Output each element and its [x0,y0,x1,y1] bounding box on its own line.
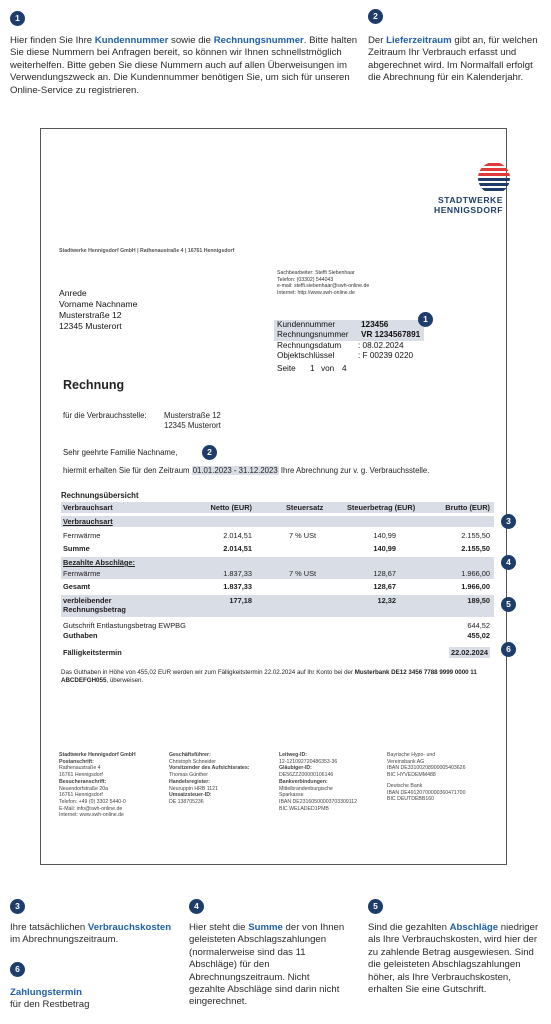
footer-text: Sparkasse [279,792,304,799]
cell: 2.014,51 [223,544,252,553]
cell: 2.014,51 [223,531,252,540]
footer-text: E-Mail: info@swh-online.de [59,805,123,812]
cell: 7 % USt [289,569,317,578]
cell: Fernwärme [63,531,101,540]
invoice-date-value: : 08.02.2024 [358,340,404,350]
header-tax-rate: Steuersatz [286,503,324,512]
note-text: Ihre tatsächlichen [10,922,88,933]
note-text: Sind die gezahlten [368,922,450,933]
credit-transfer-text [61,669,486,685]
credit-bank: Musterbank DE12 3456 7788 9999 0000 11 ABCDEFGH055 [61,669,477,684]
callout-badge-4-doc: 4 [501,555,516,570]
cell: 2.155,50 [461,544,490,553]
invoice-number-row [274,330,424,340]
due-date-value: 22.02.2024 [451,648,488,657]
table-row-gesamt [61,581,494,592]
footer-col-banks-2 [387,752,497,803]
section-consumption [61,516,494,527]
header-net: Netto (EUR) [210,503,252,512]
cell: 7 % USt [289,531,317,540]
footer-company: Stadtwerke Hennigsdorf GmbH [59,752,136,758]
object-key-value: : F 00239 0220 [358,351,414,361]
footer-label: Geschäftsführer: [169,752,211,758]
logo-stripes-icon [471,161,517,195]
cell: 1.966,00 [461,582,490,591]
table-row-due-date [61,647,494,658]
footer-text: Christoph Schneider [169,758,217,765]
callout-badge-5-doc: 5 [501,597,516,612]
table-row-fernwaerme-2 [61,568,494,579]
cell: Fernwärme [63,569,101,578]
note-payments-sum [189,922,347,1009]
footer-text: Mittelbrandenburgische [279,785,333,792]
note-text: im Abrechnungszeitraum. [10,934,119,946]
company-logo [393,161,503,217]
consumption-point-address [164,411,221,431]
cell: 1.837,33 [223,582,252,591]
period-post: Ihre Abrechnung zur v. g. Verbrauchsstelle. [280,466,430,475]
header-tax-amount: Steuerbetrag (EUR) [347,503,416,512]
note-text: Hier steht die [189,922,249,933]
footer-text: DE 138705236 [169,798,204,805]
period-sentence [63,466,429,475]
header-gross: Brutto (EUR) [445,503,490,512]
table-row-guthaben [61,630,494,641]
page-row [274,364,424,376]
note-payment-date [10,987,175,1012]
cell: Fälligkeitstermin [63,648,122,657]
keyword-kundennummer: Kundennummer [94,35,169,46]
callout-badge-2-doc: 2 [202,445,217,460]
footer-text: 16761 Hennigsdorf [59,792,103,799]
footer-text: IBAN DE23160500003703309112 [279,798,358,805]
remaining-tax: 12,32 [377,596,396,605]
logo-line-2: HENNIGSDORF [433,205,503,215]
customer-number-value: 123456 [361,320,389,329]
table-row-summe [61,543,494,554]
section-consumption-label: Verbrauchsart [63,517,113,526]
page-label: Seite [277,363,296,373]
note-text: Der [368,35,387,46]
customer-number-label: Kundennummer [277,320,336,329]
callout-badge-3-doc: 3 [501,514,516,529]
table-row-fernwaerme-1 [61,530,494,541]
sender-line: Stadtwerke Hennigsdorf GmbH | Rathenaustraße 4 | 16761 Hennigsdorf [59,248,235,254]
invoice-date-row [274,341,424,351]
footer-text: 16761 Hennigsdorf [59,772,103,779]
note-text: . Bitte halten Sie diese Nummern bei Anfragen bereit, so können wir Ihnen schnellstmöglich weiterhelfen. Bitte geben Sie diese Nummern auch auf allen Überweisungen im Verwendungszweck an. Die Kundennummer benötigen Sie, um sich für unseren Online-Service zu registrieren. [10,35,358,96]
note-installments [368,922,546,996]
keyword-zahlungstermin: Zahlungstermin [10,987,82,998]
section-payments-label: Bezahlte Abschläge: [63,558,136,567]
footer-text: DE56ZZZ00000106146 [279,772,334,779]
recipient-address [59,288,137,332]
footer-label: Vorsitzender des Aufsichtsrates: [169,765,250,772]
footer-text: Neuruppin HRB 1121 [169,785,218,792]
keyword-summe: Summe [248,922,283,933]
contact-phone: Telefon: (03302) 544043 [277,276,334,283]
footer-label: Besucheranschrift: [59,778,107,785]
page-total: 4 [342,363,347,373]
footer-text: BIC WELADED1PMB [279,805,329,812]
recipient-city: 12345 Musterort [59,321,122,331]
footer-col-management [169,752,279,806]
cell: 644,52 [467,621,490,630]
remaining-label-1: verbleibender [63,596,112,605]
cell: Gutschrift Entlastungsbetrag EWPBG [63,621,186,630]
cell: 1.837,33 [223,569,252,578]
cell: Guthaben [63,631,98,640]
keyword-abschlaege: Abschläge [449,922,499,933]
table-row-remaining [61,595,494,617]
note-text: sowie die [168,35,214,46]
note-text: für den Restbetrag [10,999,90,1011]
recipient-name: Vorname Nachname [59,299,138,309]
callout-badge-2: 2 [368,9,383,24]
credit-text-pre: Das Guthaben in Höhe von 455,02 EUR werden wir zum Fälligkeitstermin 22.02.2024 auf Ihr Konto bei der [61,669,355,676]
invoice-number-value: VR 1234567891 [361,330,421,340]
consumption-point-label: für die Verbrauchsstelle: [63,411,147,420]
footer-label: Handelsregister: [169,778,210,785]
billing-period: 01.01.2023 - 31.12.2023 [192,466,278,475]
callout-badge-1-doc: 1 [418,312,433,327]
keyword-lieferzeitraum: Lieferzeitraum [386,35,452,46]
cell: Gesamt [63,582,91,591]
cell: 455,02 [467,631,490,640]
footer-text: IBAN DE49120700000360471700 [387,789,466,796]
consumption-point [63,411,147,421]
footer-label: Bankverbindungen: [279,778,328,785]
footer-text: Vereinsbank AG [387,758,425,765]
note-delivery-period [368,35,540,85]
callout-badge-6: 6 [10,962,25,977]
footer-text: Telefon: +49 (0) 3302 5440-0 [59,798,126,805]
consumption-point-city: 12345 Musterort [164,421,221,430]
footer-text: Deutsche Bank [387,782,423,789]
footer-text: Thomas Günther [169,772,208,779]
page-number: 1 [310,363,315,373]
recipient-street: Musterstraße 12 [59,310,122,320]
callout-badge-3: 3 [10,899,25,914]
cell: Summe [63,544,90,553]
logo-line-1: STADTWERKE [438,195,503,205]
footer-text: Bayrische Hypo- und [387,752,436,758]
overview-header-row [61,502,494,513]
invoice-number-label: Rechnungsnummer [277,330,349,340]
cell: 140,99 [373,531,396,540]
footer-label: Umsatzsteuer-ID: [169,792,212,799]
header-type: Verbrauchsart [63,503,113,512]
footer-text: Internet: www.swh-online.de [59,812,124,819]
callout-badge-1: 1 [10,11,25,26]
invoice-title: Rechnung [63,378,125,392]
footer-text: Rathenaustraße 4 [59,765,101,772]
section-payments [61,557,494,568]
cell: 128,67 [373,582,396,591]
object-key-row [274,351,424,361]
cell: 140,99 [373,544,396,553]
footer-label: Gläubiger-ID: [279,765,312,772]
footer-col-bank [279,752,379,812]
footer-label: Postanschrift: [59,758,94,765]
customer-number-row [274,320,424,330]
remaining-label-2: Rechnungsbetrag [63,605,126,614]
footer-label: Leitweg-ID: [279,752,307,758]
contact-clerk: Sachbearbeiter: Steffi Siebenhaar [277,270,355,276]
footer-text: IBAN DE33100208900005403626 [387,765,466,772]
overview-title: Rechnungsübersicht [61,491,139,500]
consumption-point-street: Musterstraße 12 [164,411,221,420]
contact-web: Internet: http://www.swh-online.de [277,289,355,296]
keyword-verbrauchskosten: Verbrauchskosten [87,922,172,933]
cell: 128,67 [373,569,396,578]
callout-badge-5: 5 [368,899,383,914]
invoice-info-box [274,320,424,380]
callout-badge-4: 4 [189,899,204,914]
greeting: Sehr geehrte Familie Nachname, [63,448,178,457]
credit-text-post: , überweisen. [106,677,144,684]
footer-text: BIC DEUTDEBB160 [387,796,434,803]
footer-text: Neuendorfstraße 20a [59,785,109,792]
note-text: der von Ihnen geleisteten Abschlagszahlungen (normalerweise sind das 11 Abschläge) für den Abrechnungszeitraum. Nicht gezahlte Abschläge sind darin nicht eingerechnet. [189,922,345,1008]
footer-text: 12-121092720486353-36 [279,758,338,765]
invoice-document [40,128,511,865]
object-key-label: Objektschlüssel [277,351,335,361]
recipient-salutation: Anrede [59,288,87,298]
contact-block [277,270,447,296]
invoice-date-label: Rechnungsdatum [277,340,342,350]
note-text: niedriger als Ihre Verbrauchskosten, wird hier der zu zahlende Betrag ausgewiesen. Sind die geleisteten Abschlagszahlungen höher, als Ihre Verbrauchskosten, erhalten Sie eine Gutschrift. [368,922,539,996]
remaining-gross: 189,50 [467,596,490,605]
keyword-rechnungsnummer: Rechnungsnummer [213,35,304,46]
footer-text: BIC HYVEDEMM488 [387,772,436,779]
cell: 1.966,00 [461,569,490,578]
note-consumption-costs [10,922,175,947]
contact-email: e-mail: steffi.siebenhaar@swh-online.de [277,283,370,290]
note-text: Hier finden Sie Ihre [10,35,95,46]
remaining-net: 177,18 [229,596,252,605]
cell: 2.155,50 [461,531,490,540]
note-customer-number [10,35,358,97]
page-of: von [321,363,335,373]
callout-badge-6-doc: 6 [501,642,516,657]
period-pre: hiermit erhalten Sie für den Zeitraum [63,466,190,475]
note-text: gibt an, für welchen Zeitraum Ihr Verbrauch erfasst und abgerechnet wird. Im Normalfall erfolgt die Abrechnung für ein Kalenderjahr. [368,35,538,84]
footer-col-company [59,752,149,819]
